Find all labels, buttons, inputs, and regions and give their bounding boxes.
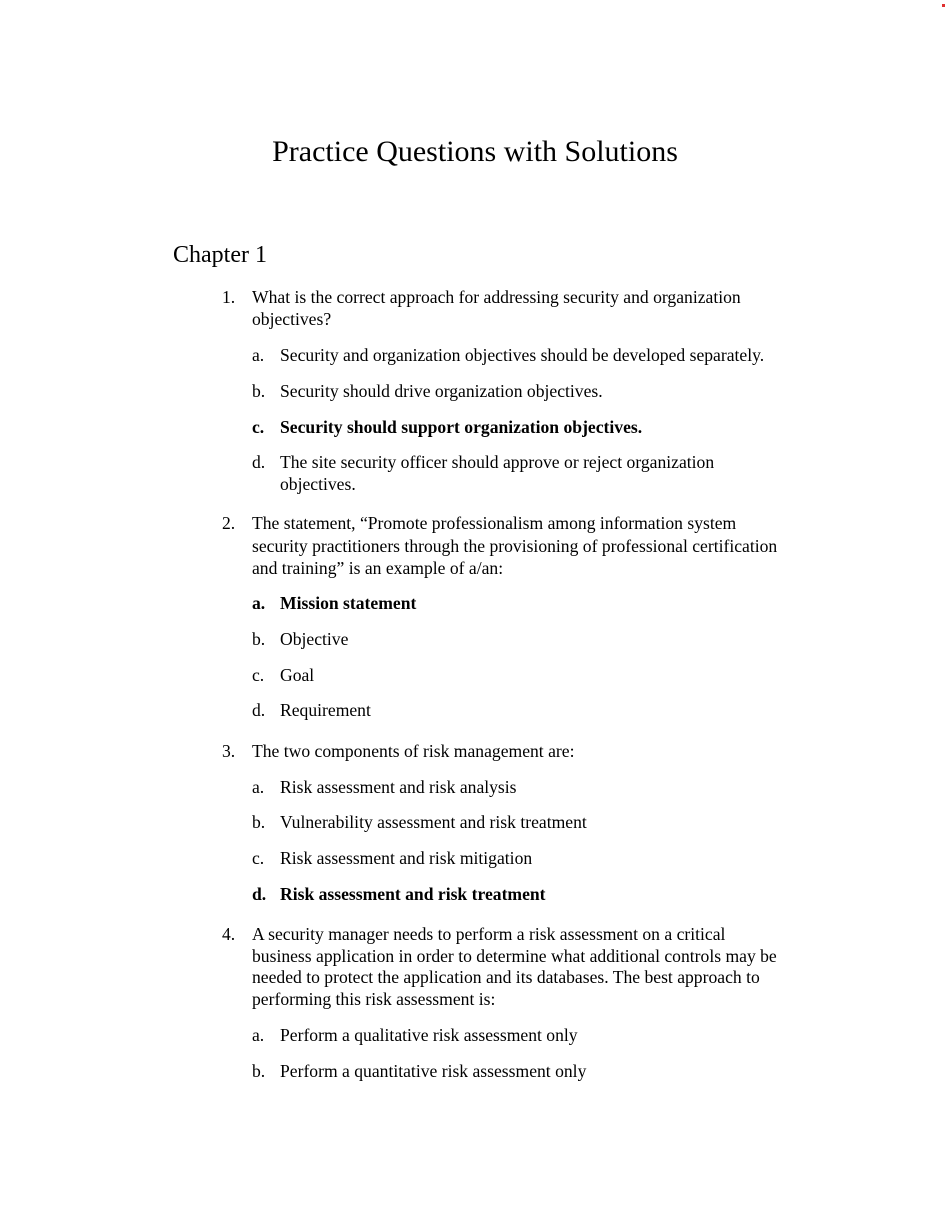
answer-option-letter: b. bbox=[252, 1061, 266, 1081]
question-text: and training” is an example of a/an: bbox=[252, 558, 504, 578]
correct-answer-letter: c. bbox=[252, 417, 265, 437]
question-number: 3. bbox=[222, 741, 236, 761]
question-text: security practitioners through the provisioning of professional certification bbox=[252, 536, 778, 556]
answer-option-text: objectives. bbox=[280, 474, 356, 494]
question-text: The two components of risk management are: bbox=[252, 741, 575, 761]
answer-option-text: Security should drive organization objectives. bbox=[280, 381, 603, 401]
answer-option-letter: b. bbox=[252, 381, 266, 401]
question-text: performing this risk assessment is: bbox=[252, 989, 496, 1009]
question-text: What is the correct approach for addressing security and organization bbox=[252, 287, 741, 307]
correct-answer-letter: d. bbox=[252, 884, 267, 904]
question-text: A security manager needs to perform a risk assessment on a critical bbox=[252, 924, 726, 944]
question-text: The statement, “Promote professionalism among information system bbox=[252, 513, 737, 533]
question-number: 1. bbox=[222, 287, 236, 307]
question-text: business application in order to determine what additional controls may be bbox=[252, 946, 777, 966]
corner-mark bbox=[942, 4, 945, 7]
answer-option-text: Security and organization objectives should be developed separately. bbox=[280, 345, 765, 365]
correct-answer-text: Risk assessment and risk treatment bbox=[280, 884, 546, 904]
answer-option-letter: b. bbox=[252, 629, 266, 649]
correct-answer-text: Security should support organization objectives. bbox=[280, 417, 643, 437]
answer-option-letter: b. bbox=[252, 812, 266, 832]
answer-option-letter: c. bbox=[252, 848, 265, 868]
chapter-heading: Chapter 1 bbox=[173, 242, 267, 268]
answer-option-text: Requirement bbox=[280, 700, 371, 720]
answer-option-text: Perform a quantitative risk assessment only bbox=[280, 1061, 587, 1081]
page-title: Practice Questions with Solutions bbox=[272, 135, 678, 168]
answer-option-letter: a. bbox=[252, 1025, 265, 1045]
answer-option-text: Vulnerability assessment and risk treatment bbox=[280, 812, 587, 832]
question-number: 2. bbox=[222, 513, 236, 533]
answer-option-letter: d. bbox=[252, 452, 266, 472]
answer-option-text: The site security officer should approve or reject organization bbox=[280, 452, 715, 472]
answer-option-text: Perform a qualitative risk assessment only bbox=[280, 1025, 578, 1045]
answer-option-text: Risk assessment and risk analysis bbox=[280, 777, 517, 797]
answer-option-letter: a. bbox=[252, 345, 265, 365]
answer-option-letter: c. bbox=[252, 665, 265, 685]
correct-answer-letter: a. bbox=[252, 593, 266, 613]
answer-option-text: Goal bbox=[280, 665, 315, 685]
answer-option-letter: d. bbox=[252, 700, 266, 720]
question-text: objectives? bbox=[252, 309, 332, 329]
answer-option-text: Risk assessment and risk mitigation bbox=[280, 848, 533, 868]
question-text: needed to protect the application and its databases. The best approach to bbox=[252, 967, 760, 987]
correct-answer-text: Mission statement bbox=[280, 593, 417, 613]
answer-option-letter: a. bbox=[252, 777, 265, 797]
answer-option-text: Objective bbox=[280, 629, 349, 649]
question-number: 4. bbox=[222, 924, 236, 944]
